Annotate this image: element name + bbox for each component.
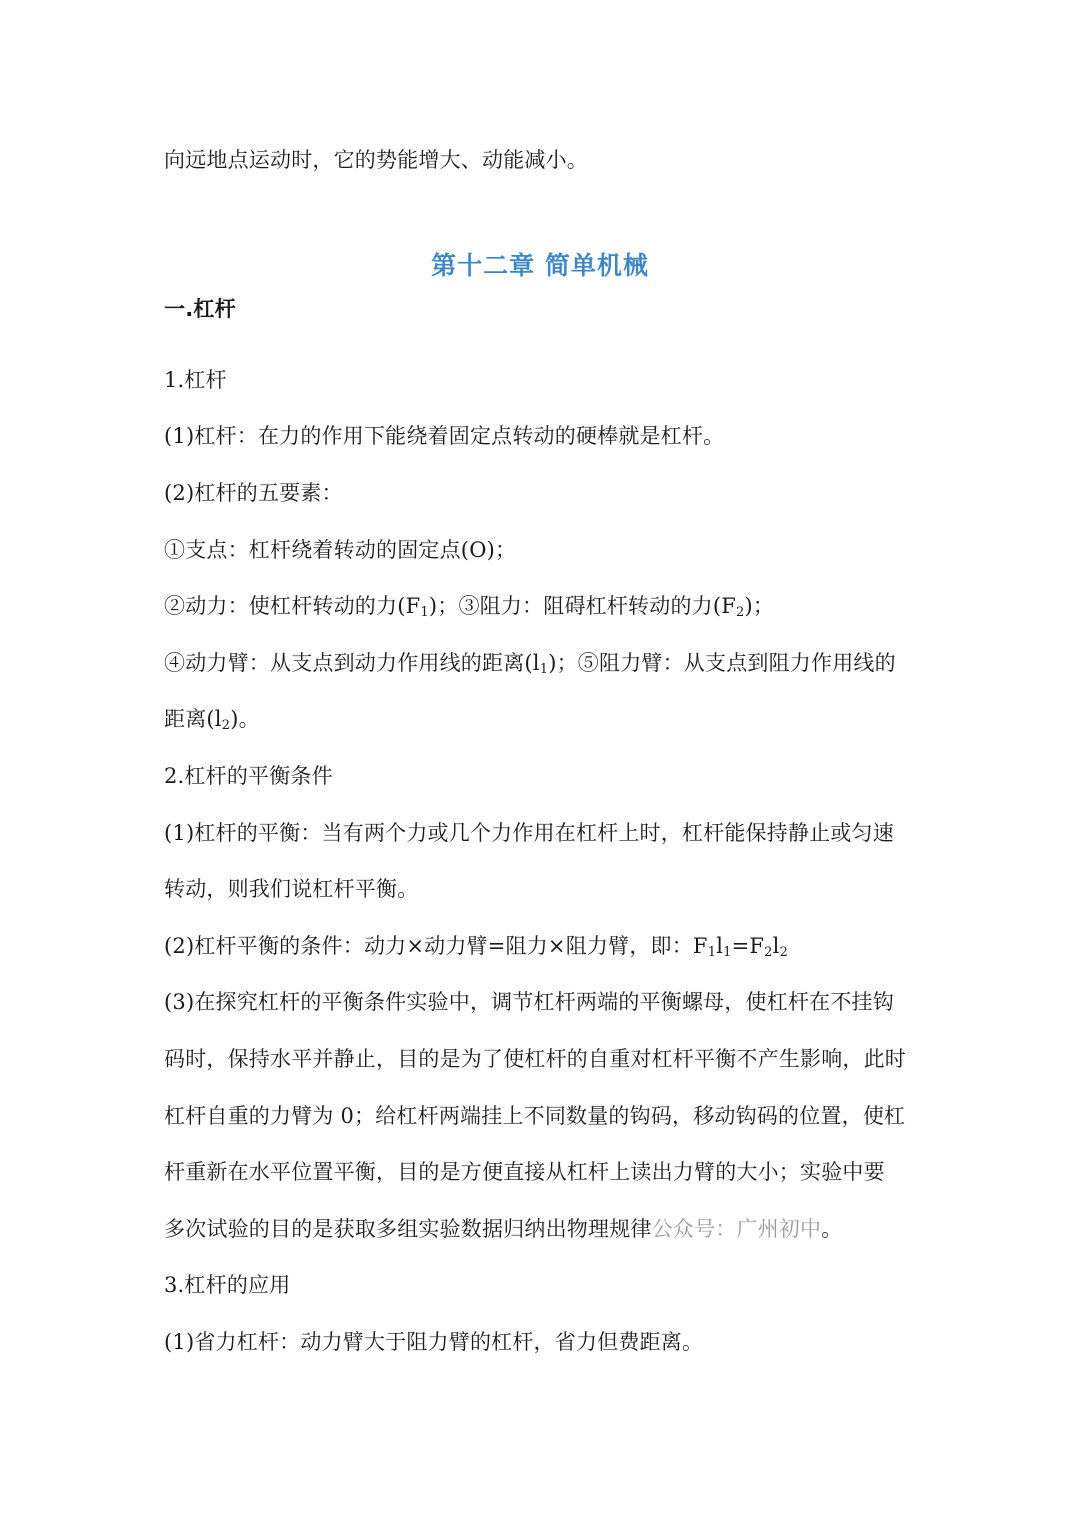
- paragraph-experiment-line2: 码时，保持水平并静止，目的是为了使杠杆的自重对杠杆平衡不产生影响，此时: [164, 1047, 906, 1071]
- paragraph-experiment-line4: 杆重新在水平位置平衡，目的是方便直接从杠杆上读出力臂的大小；实验中要: [164, 1160, 885, 1184]
- text-segment: )。: [230, 707, 260, 731]
- subscript: 2: [779, 945, 789, 960]
- text-segment: )；⑤阻力臂：从支点到阻力作用线的: [548, 651, 896, 675]
- subscript: 2: [221, 718, 231, 733]
- paragraph-experiment-line5: [164, 1214, 842, 1244]
- subscript: 1: [723, 945, 732, 960]
- text-segment: (2)杠杆平衡的条件：动力×动力臂=阻力×阻力臂，即：F: [164, 934, 708, 958]
- text-segment: )；: [744, 594, 775, 618]
- subscript: 1: [420, 605, 429, 620]
- subscript: 1: [707, 945, 717, 960]
- text-segment: l: [716, 934, 724, 958]
- paragraph-five-elements-heading: (2)杠杆的五要素：: [164, 481, 343, 505]
- paragraph-lever-definition: (1)杠杆：在力的作用下能绕着固定点转动的硬棒就是杠杆。: [164, 424, 725, 448]
- subsection-heading-lever: 1.杠杆: [164, 368, 227, 392]
- paragraph-force-saving-lever: (1)省力杠杆：动力臂大于阻力臂的杠杆，省力但费距离。: [164, 1330, 704, 1354]
- section-heading-lever: 一.杠杆: [164, 297, 236, 321]
- subsection-heading-balance: 2.杠杆的平衡条件: [164, 764, 333, 788]
- paragraph-arms: [164, 648, 896, 678]
- subscript: 1: [539, 662, 549, 677]
- text-segment: )；③阻力：阻碍杠杆转动的力(F: [428, 594, 737, 618]
- paragraph-arms-continued: [164, 704, 260, 734]
- paragraph-experiment-line3: 杠杆自重的力臂为 0；给杠杆两端挂上不同数量的钩码，移动钩码的位置，使杠: [164, 1104, 906, 1128]
- paragraph-balance-condition: [164, 931, 788, 961]
- text-segment: 多次试验的目的是获取多组实验数据归纳出物理规律: [164, 1217, 652, 1241]
- text-segment: l: [772, 934, 780, 958]
- subscript: 2: [764, 945, 773, 960]
- chapter-title: 第十二章 简单机械: [431, 251, 649, 280]
- subsection-heading-applications: 3.杠杆的应用: [164, 1273, 291, 1297]
- paragraph-fulcrum: ①支点：杠杆绕着转动的固定点(O)；: [164, 538, 517, 562]
- text-segment: 距离(l: [164, 707, 222, 731]
- paragraph-line-continuation: 向远地点运动时，它的势能增大、动能减小。: [164, 148, 588, 172]
- text-segment: =F: [731, 934, 765, 958]
- subscript: 2: [736, 605, 745, 620]
- text-segment: 。: [821, 1217, 843, 1241]
- text-segment: ②动力：使杠杆转动的力(F: [164, 594, 421, 618]
- paragraph-balance-definition-continued: 转动，则我们说杠杆平衡。: [164, 877, 419, 901]
- paragraph-effort-resistance: [164, 591, 774, 621]
- watermark-text: 公众号：广州初中: [651, 1217, 822, 1241]
- paragraph-experiment: (3)在探究杠杆的平衡条件实验中，调节杠杆两端的平衡螺母，使杠杆在不挂钩: [164, 990, 894, 1014]
- text-segment: ④动力臂：从支点到动力作用线的距离(l: [164, 651, 540, 675]
- paragraph-balance-definition: (1)杠杆的平衡：当有两个力或几个力作用在杠杆上时，杠杆能保持静止或匀速: [164, 821, 894, 845]
